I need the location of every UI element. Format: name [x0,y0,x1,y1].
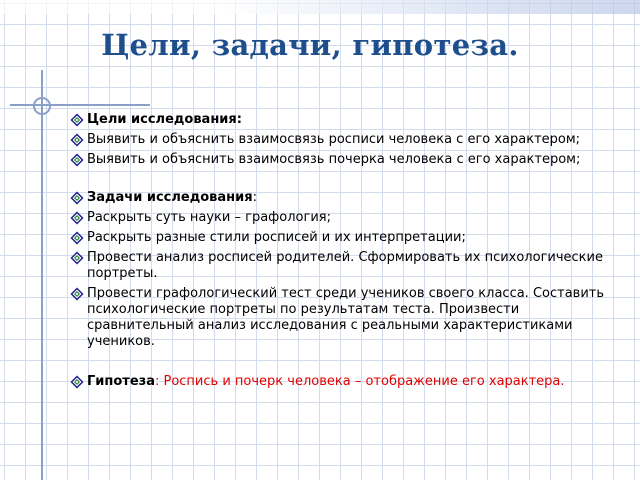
tasks-heading-suffix: : [252,190,257,205]
goal-item [70,152,610,168]
diamond-bullet-icon [70,211,84,225]
task-item [70,210,610,226]
hypothesis-item [70,374,610,390]
diamond-bullet-icon [70,251,84,265]
task-item [70,230,610,246]
goal-item [70,132,610,148]
task-text: Раскрыть разные стили росписей и их интерпретации; [87,230,466,245]
decorative-horizontal-line [10,104,150,106]
spacer [70,172,610,190]
slide-title: Цели, задачи, гипотеза. [101,28,519,62]
hypothesis-heading: Гипотеза [87,374,155,389]
diamond-bullet-icon [70,287,84,301]
decorative-circle-icon [33,97,51,115]
slide-content [70,112,610,394]
task-item [70,250,610,282]
goal-text: Выявить и объяснить взаимосвязь росписи человека с его характером; [87,132,581,147]
goals-heading-item [70,112,610,128]
task-text: Провести анализ росписей родителей. Сформировать их психологические портреты. [87,250,603,281]
diamond-bullet-icon [70,231,84,245]
spacer [70,354,610,374]
task-text: Провести графологический тест среди учеников своего класса. Составить психологические портреты по результатам теста. Произвести сравнительный анализ исследования с реальными характеристиками учеников. [87,286,605,349]
top-decoration-band [0,0,640,14]
goal-text: Выявить и объяснить взаимосвязь почерка человека с его характером; [87,152,581,167]
task-item [70,286,610,350]
decorative-vertical-line [41,70,43,480]
tasks-heading: Задачи исследования [87,190,253,205]
hypothesis-text: : Роспись и почерк человека – отображение его характера. [154,374,565,389]
tasks-heading-item [70,190,610,206]
diamond-bullet-icon [70,113,84,127]
task-text: Раскрыть суть науки – графология; [87,210,331,225]
diamond-bullet-icon [70,375,84,389]
diamond-bullet-icon [70,191,84,205]
diamond-bullet-icon [70,153,84,167]
diamond-bullet-icon [70,133,84,147]
goals-heading: Цели исследования: [87,112,242,127]
